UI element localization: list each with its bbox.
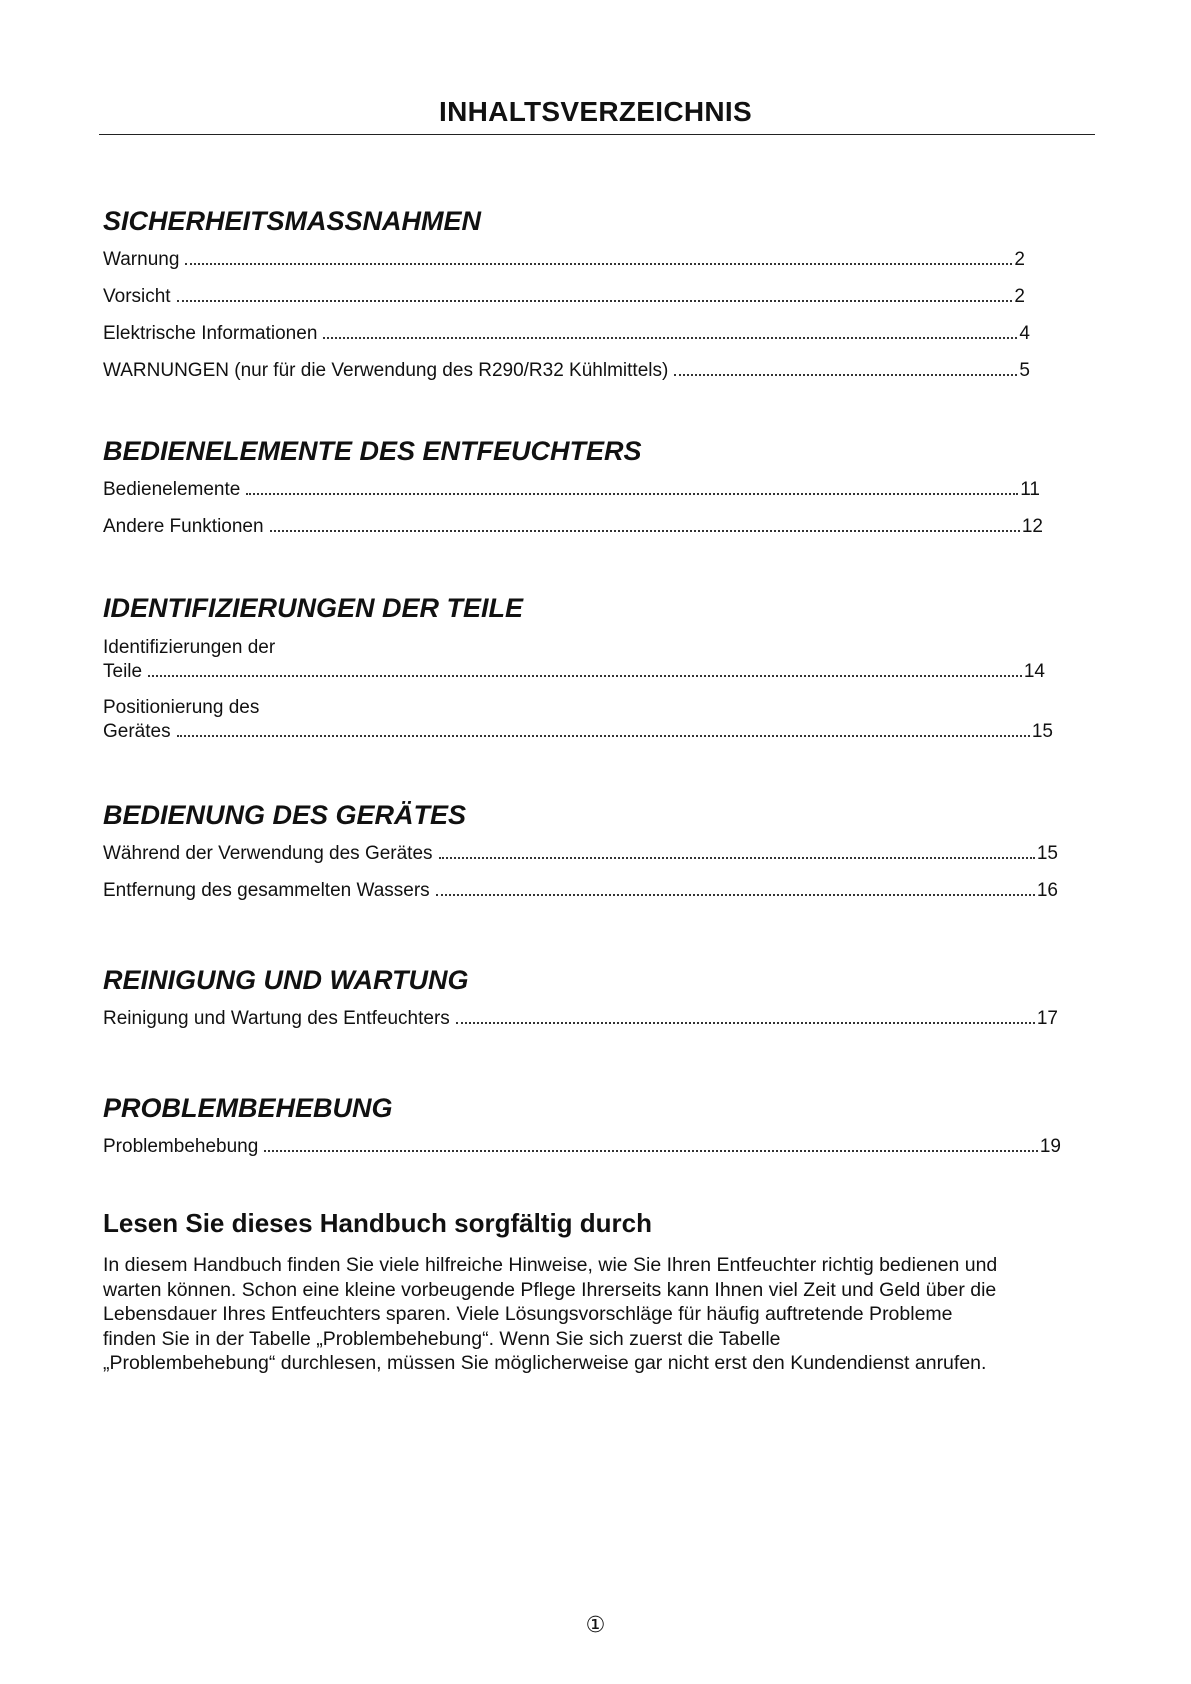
section-controls <box>103 435 1063 538</box>
toc-entry-reinigung-wartung[interactable] <box>103 1008 1058 1030</box>
toc-list <box>103 1008 1063 1030</box>
toc-label: Problembehebung <box>103 1136 259 1157</box>
dot-leader <box>185 263 1012 265</box>
toc-page-number: 15 <box>1031 721 1053 742</box>
toc-page-number: 17 <box>1036 1008 1058 1029</box>
toc-label-line2-row <box>103 660 1045 684</box>
dot-leader <box>270 530 1020 532</box>
section-cleaning <box>103 964 1063 1030</box>
toc-page-number: 11 <box>1020 479 1040 500</box>
toc-label: Andere Funktionen <box>103 516 264 537</box>
intro-heading: Lesen Sie dieses Handbuch sorgfältig durch <box>103 1208 653 1238</box>
toc-label: Gerätes <box>103 721 171 742</box>
toc-entry-warnung[interactable] <box>103 249 1025 271</box>
dot-leader <box>436 894 1035 896</box>
toc-entry-identifizierungen[interactable] <box>103 636 1045 684</box>
toc-entry-vorsicht[interactable] <box>103 286 1025 308</box>
toc-list <box>103 249 1030 382</box>
dot-leader <box>439 857 1035 859</box>
dot-leader <box>148 675 1022 677</box>
toc-entry-waehrend-verwendung[interactable] <box>103 843 1058 865</box>
toc-label-line1: Positionierung des <box>103 697 260 718</box>
toc-label: Bedienelemente <box>103 479 241 500</box>
toc-page-number: 14 <box>1023 661 1045 682</box>
toc-list <box>103 636 1063 744</box>
intro-line: warten können. Schon eine kleine vorbeugende Pflege Ihrerseits kann Ihnen viel Zeit und Geld über die <box>103 1278 997 1301</box>
toc-list <box>103 843 1063 902</box>
toc-entry-bedienelemente[interactable] <box>103 479 1040 501</box>
toc-entry-elektrische-informationen[interactable] <box>103 323 1030 345</box>
intro-line: „Problembehebung“ durchlesen, müssen Sie möglicherweise gar nicht erst den Kundendienst anrufen. <box>103 1352 987 1375</box>
intro-paragraph <box>103 1253 1093 1376</box>
toc-entry-warnungen-r290[interactable] <box>103 360 1030 382</box>
dot-leader <box>177 735 1030 737</box>
toc-label: Entfernung des gesammelten Wassers <box>103 880 430 901</box>
toc-page-number: 2 <box>1014 286 1025 307</box>
toc-label: Teile <box>103 661 143 682</box>
page-number: ① <box>585 1613 606 1638</box>
section-heading: BEDIENUNG DES GERÄTES <box>103 800 467 830</box>
toc-page-number: 19 <box>1039 1136 1061 1157</box>
toc-entry-andere-funktionen[interactable] <box>103 516 1043 538</box>
toc-label: Vorsicht <box>103 286 171 307</box>
section-heading: REINIGUNG UND WARTUNG <box>103 965 469 995</box>
intro-line: Lebensdauer Ihres Entfeuchters sparen. Viele Lösungsvorschläge für häufig auftretende Probleme <box>103 1303 953 1326</box>
toc-page-number: 15 <box>1036 843 1058 864</box>
intro-line: In diesem Handbuch finden Sie viele hilfreiche Hinweise, wie Sie Ihren Entfeuchter richtig bedienen und <box>103 1254 998 1276</box>
toc-entry-entfernung-wasser[interactable] <box>103 880 1058 902</box>
dot-leader <box>177 300 1013 302</box>
section-safety <box>103 205 1030 382</box>
toc-label: WARNUNGEN (nur für die Verwendung des R290/R32 Kühlmittels) <box>103 360 669 381</box>
dot-leader <box>264 1150 1038 1152</box>
section-heading: SICHERHEITSMASSNAHMEN <box>103 206 482 236</box>
section-heading: IDENTIFIZIERUNGEN DER TEILE <box>103 593 524 623</box>
dot-leader <box>456 1022 1035 1024</box>
toc-entry-positionierung[interactable] <box>103 696 1053 744</box>
title-divider <box>99 134 1095 135</box>
toc-page-number: 5 <box>1019 360 1030 381</box>
toc-label-line1: Identifizierungen der <box>103 637 276 658</box>
intro-line: finden Sie in der Tabelle „Problembehebung“. Wenn Sie sich zuerst die Tabelle <box>103 1327 781 1350</box>
toc-list <box>103 1136 1063 1158</box>
toc-label-line2-row <box>103 720 1053 744</box>
section-heading: BEDIENELEMENTE DES ENTFEUCHTERS <box>103 436 642 466</box>
dot-leader <box>323 337 1017 339</box>
section-heading: PROBLEMBEHEBUNG <box>103 1093 393 1123</box>
toc-page-number: 2 <box>1014 249 1025 270</box>
toc-page-number: 4 <box>1019 323 1030 344</box>
dot-leader <box>674 374 1017 376</box>
toc-list <box>103 479 1063 538</box>
toc-entry-problembehebung[interactable] <box>103 1136 1061 1158</box>
toc-page-number: 12 <box>1021 516 1043 537</box>
toc-label: Reinigung und Wartung des Entfeuchters <box>103 1008 450 1029</box>
dot-leader <box>246 493 1018 495</box>
toc-label: Während der Verwendung des Gerätes <box>103 843 433 864</box>
section-operation <box>103 799 1063 902</box>
section-troubleshooting <box>103 1092 1063 1158</box>
toc-label: Warnung <box>103 249 180 270</box>
toc-page-number: 16 <box>1036 880 1058 901</box>
page-title: INHALTSVERZEICHNIS <box>439 96 752 127</box>
section-parts <box>103 592 1063 744</box>
toc-label: Elektrische Informationen <box>103 323 318 344</box>
